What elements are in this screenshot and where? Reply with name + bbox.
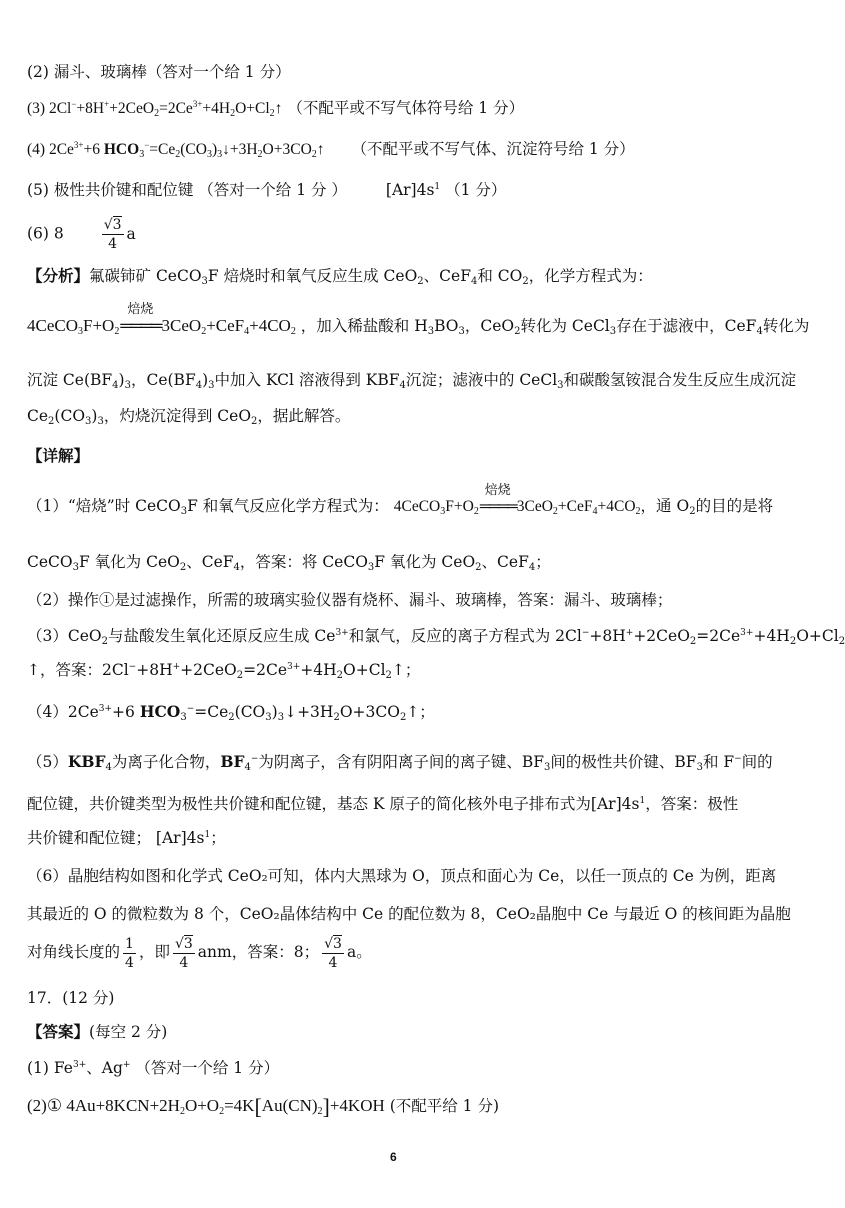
ans16-item-4: [27, 139, 635, 160]
detail-item-6: （6）晶胞结构如图和化学式 CeO₂可知，体内大黑球为 O，顶点和面心为 Ce，以任一顶点的 Ce 为例，距离: [27, 867, 777, 885]
ans16-item-5-config: $[Ar]4s^1$ （1 分）: [385, 181, 507, 199]
ans16-item-5: (5) 极性共价键和配位键 （答对一个给 1 分 ） $[Ar]4s^1$ （1 分）: [27, 181, 507, 199]
ans16-item-3: [27, 98, 524, 119]
detail-1-equation: $4CeCO_3F+O_2$ 焙烧 $════3CeO_2+CeF_4+4CO_2$: [393, 482, 641, 517]
q17-answer-heading: 【答案】(每空 2 分): [27, 1022, 168, 1041]
analysis-line-4: $Ce_2(CO_3)_3$，灼烧沉淀得到 CeO$_2$，据此解答。: [27, 407, 351, 427]
q17-item-2: [27, 1096, 499, 1117]
page-number: 6: [390, 1150, 397, 1164]
q17-title: 17．(12 分): [27, 989, 115, 1007]
q17-item-1: (1) $Fe^{3+}$、Ag+ （答对一个给 1 分）: [27, 1059, 280, 1077]
ans16-item-3-note: （不配平或不写气体符号给 1 分）: [287, 99, 525, 117]
ans16-item-6-fraction: $\frac{√3}{4}$ a: [103, 217, 136, 252]
detail-item-4: $(4)2Ce^{3+}+6$ $HCO_3^-=Ce_2(CO_3)_3↓+3H_2O+3CO_2↑$；: [27, 702, 435, 723]
detail-item-2: （2）操作①是过滤操作，所需的玻璃实验仪器有烧杯、漏斗、玻璃棒，答案：漏斗、玻璃棒；: [27, 591, 673, 609]
detail-item-3-cont: ↑，答案：$2Cl^-+8H^++2CeO_2=2Ce^{3+}+4H_2O+Cl_2↑$；: [27, 661, 421, 681]
detail-item-1-cont: CeCO$_3$F 氧化为 CeO$_2$、CeF$_4$，答案：将 CeCO$_3$F 氧化为 CeO$_2$、CeF$_4$；: [27, 553, 551, 573]
analysis-line-1: 【分析】氟碳铈矿 CeCO$_3$F 焙烧时和氧气反应生成 CeO$_2$、CeF$_4$和 $CO_2$，化学方程式为：: [27, 266, 653, 287]
detail-item-6-cont-1: 其最近的 O 的微粒数为 8 个，CeO₂晶体结构中 Ce 的配位数为 8，CeO₂晶胞中 Ce 与最近 O 的核间距为晶胞: [27, 905, 791, 923]
detail-item-5-cont-1: 配位键，共价键类型为极性共价键和配位键，基态 K 原子的简化核外电子排布式为$[Ar]4s^1$，答案：极性: [27, 795, 739, 813]
ans16-item-4-equation: (4) $2Ce^{3+}+6$ $HCO_3^-=Ce_2(CO_3)_3↓+3H_2O+3CO_2↑$: [27, 140, 325, 160]
detail-item-1: （1）“焙烧”时 CeCO$_3$F 和氧气反应化学方程式为： $4CeCO_3F+O_2$ 焙烧 $════3CeO_2+CeF_4+4CO_2$，通 $O_2$的目的是将: [27, 482, 774, 517]
ans16-item-3-equation: (3) $2Cl^-+8H^++2CeO_2=2Ce^{3+}+4H_2O+Cl_2↑$: [27, 99, 283, 119]
ans16-item-4-note: （不配平或不写气体、沉淀符号给 1 分）: [351, 140, 635, 158]
ans16-item-2: (2) 漏斗、玻璃棒（答对一个给 1 分）: [27, 63, 291, 81]
detail-item-3: （3）CeO$_2$与盐酸发生氧化还原反应生成 $Ce^{3+}$和氯气，反应的离子方程式为 $2Cl^-+8H^++2CeO_2=2Ce^{3+}+4H_2O+Cl_2$: [27, 627, 845, 647]
detail-heading: 【详解】: [27, 446, 90, 465]
analysis-equation: $4CeCO_3F+O_2$ 焙烧 $════3CeO_2+CeF_4+4CO_2$: [27, 301, 296, 337]
analysis-line-2: [27, 301, 810, 337]
detail-item-5: $(5)KBF_4$为离子化合物，$BF_4^-$为阴离子，含有阴阳离子间的离子键、$BF_3$间的极性共价键、$BF_3$和 F−间的: [27, 752, 773, 773]
detail-item-6-cont-2: 对角线长度的 $\frac{1}{4}$ ，即 $\frac{√3}{4}$ anm，答案：8； $\frac{√3}{4}$ a。: [27, 935, 372, 971]
q17-item-2-equation: (2)① $4Au+8KCN+2H_2O+O_2=4K[Au(CN)_2]+4KOH$: [27, 1094, 385, 1119]
analysis-line-3: 沉淀 $Ce(BF_4)_3$，$Ce(BF_4)_3$中加入 KCl 溶液得到 $KBF_4$沉淀；滤液中的 CeCl$_3$和碳酸氢铵混合发生反应生成沉淀: [27, 371, 797, 391]
q17-item-2-note: (不配平给 1 分): [389, 1097, 500, 1115]
analysis-line-2-rest: ，加入稀盐酸和 $H_3BO_3$，CeO$_2$转化为 CeCl$_3$存在于滤液中，CeF$_4$转化为: [300, 317, 810, 337]
detail-item-5-cont-2: 共价键和配位键； $[Ar]4s^1$；: [27, 829, 226, 847]
ans16-item-6: (6) 8 $\frac{√3}{4}$ a: [27, 217, 136, 252]
